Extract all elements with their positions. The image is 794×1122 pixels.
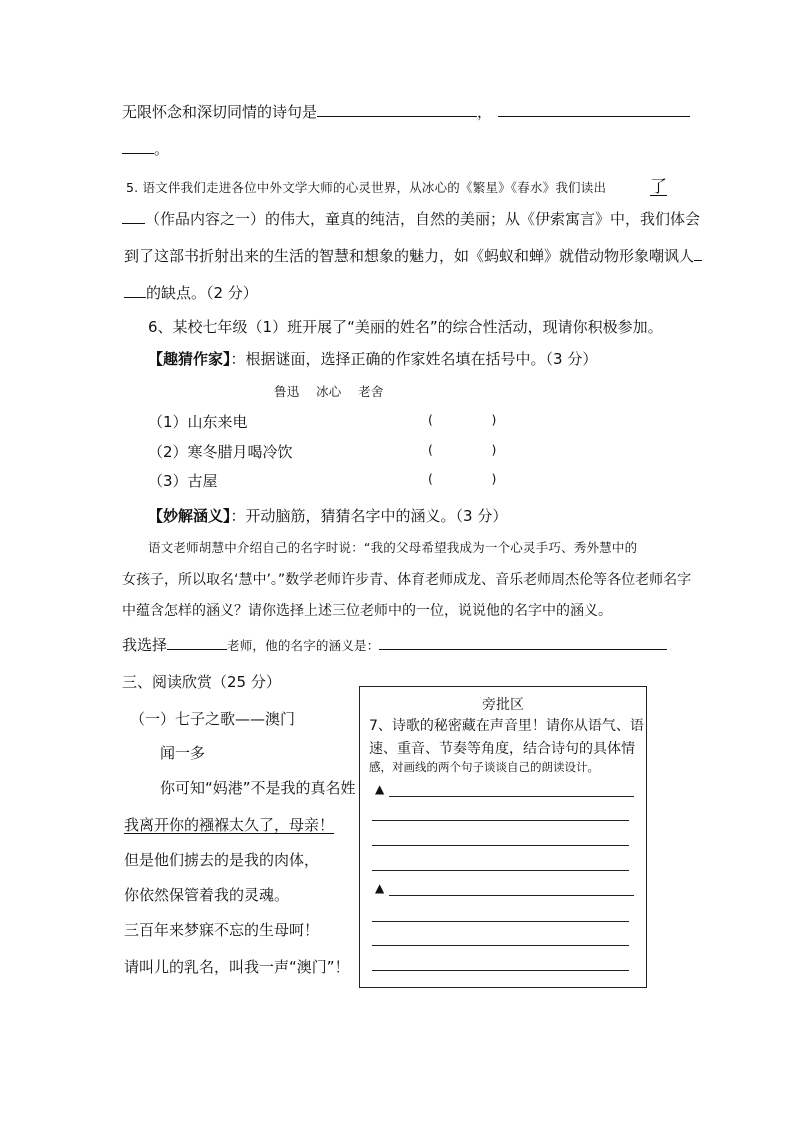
triangle-marker-1: ▲ bbox=[375, 782, 385, 796]
choose-mid: 老师，他的名字的涵义是： bbox=[227, 638, 380, 653]
answer-line[interactable] bbox=[389, 895, 634, 896]
q5-text-3: 到了这部书折射出来的生活的智慧和想象的魅力，如《蚂蚁和蝉》就借动物形象嘲讽人 bbox=[124, 247, 695, 265]
q6-guess-line bbox=[148, 348, 597, 369]
choose-prefix: 我选择 bbox=[122, 636, 168, 654]
q5-text-1-end: 了 bbox=[650, 177, 667, 197]
q5-line-4 bbox=[124, 282, 258, 303]
poem-line-5: 三百年来梦寐不忘的生母呵！ bbox=[124, 921, 320, 939]
answer-line[interactable] bbox=[372, 921, 629, 922]
q6-para-2: 女孩子，所以取名‘慧中’。”数学老师许步青、体育老师成龙、音乐老师周杰伦等各位老师名字 bbox=[122, 572, 692, 588]
q6-title: 6、某校七年级（1）班开展了“美丽的姓名”的综合性活动，现请你积极参加。 bbox=[148, 318, 663, 336]
q6-choose-line bbox=[122, 634, 667, 655]
poem-line-1: 你可知“妈港”不是我的真名姓 bbox=[160, 779, 356, 797]
q5-text-1: 5. 语文伴我们走进各位中外文学大师的心灵世界，从冰心的《繁星》《春水》我们读出 bbox=[126, 180, 607, 195]
riddle-2: （2）寒冬腊月喝冷饮 bbox=[148, 443, 293, 461]
riddle-3: （3）古屋 bbox=[148, 472, 218, 490]
answer-blank[interactable] bbox=[694, 259, 702, 261]
answer-line[interactable] bbox=[372, 945, 629, 946]
guess-heading: 【趣猜作家】 bbox=[148, 350, 231, 368]
answer-line[interactable] bbox=[372, 870, 629, 871]
riddle-1-answer[interactable]: ( ) bbox=[428, 412, 497, 427]
riddle-1: （1）山东来电 bbox=[148, 413, 248, 431]
answer-blank[interactable] bbox=[122, 152, 154, 154]
answer-line[interactable] bbox=[372, 970, 629, 971]
q7-line-2: 速、重音、节奏等角度，结合诗句的具体情 bbox=[369, 741, 635, 757]
comma: ， bbox=[477, 103, 493, 121]
q5-text-2: （作品内容之一）的伟大，童真的纯洁，自然的美丽；从《伊索寓言》中，我们体会 bbox=[145, 210, 701, 228]
answer-line[interactable] bbox=[389, 796, 634, 797]
answer-blank[interactable] bbox=[317, 115, 477, 117]
answer-blank[interactable] bbox=[167, 648, 227, 650]
meaning-heading: 【妙解涵义】 bbox=[148, 507, 231, 525]
poem-title: （一）七子之歌——澳门 bbox=[130, 710, 296, 728]
author-options: 鲁迅 冰心 老舍 bbox=[274, 384, 384, 399]
period: 。 bbox=[154, 140, 170, 158]
riddle-3-answer[interactable]: ( ) bbox=[428, 471, 497, 486]
poem-answer-line bbox=[122, 101, 690, 122]
q7-line-1: 7、诗歌的秘密藏在声音里！请你从语气、语 bbox=[369, 718, 644, 734]
section3-heading: 三、阅读欣赏（25 分） bbox=[122, 673, 281, 691]
poem-answer-prefix: 无限怀念和深切同情的诗句是 bbox=[122, 103, 318, 121]
poem-line-4: 你依然保管着我的灵魂。 bbox=[124, 886, 290, 904]
riddle-2-answer[interactable]: ( ) bbox=[428, 442, 497, 457]
q6-meaning-line bbox=[148, 505, 507, 526]
meaning-text: ：开动脑筋，猜猜名字中的涵义。（3 分） bbox=[230, 507, 508, 525]
q5-line-2 bbox=[122, 208, 700, 229]
answer-line[interactable] bbox=[372, 820, 629, 821]
q5-line-1 bbox=[126, 178, 606, 196]
poem-author: 闻一多 bbox=[160, 744, 206, 762]
poem-answer-line-2 bbox=[122, 138, 169, 159]
q6-para-3: 中蕴含怎样的涵义？请你选择上述三位老师中的一位，说说他的名字中的涵义。 bbox=[122, 603, 612, 619]
answer-blank[interactable] bbox=[122, 222, 145, 224]
q5-line-3 bbox=[124, 245, 702, 266]
q5-line-1-end bbox=[650, 172, 667, 197]
triangle-marker-2: ▲ bbox=[375, 881, 385, 895]
answer-line[interactable] bbox=[372, 845, 629, 846]
answer-blank[interactable] bbox=[124, 296, 146, 298]
q7-line-3: 感，对画线的两个句子谈谈自己的朗读设计。 bbox=[369, 760, 599, 774]
answer-blank[interactable] bbox=[379, 648, 667, 650]
poem-line-6: 请叫儿的乳名，叫我一声“澳门”！ bbox=[124, 958, 350, 976]
q5-text-4: 的缺点。（2 分） bbox=[146, 284, 258, 302]
poem-line-2-underlined: 我离开你的襁褓太久了，母亲！ bbox=[124, 816, 335, 834]
answer-blank[interactable] bbox=[498, 115, 690, 117]
q6-para-1: 语文老师胡慧中介绍自己的名字时说：“我的父母希望我成为一个心灵手巧、秀外慧中的 bbox=[148, 540, 638, 555]
guess-text: ：根据谜面，选择正确的作家姓名填在括号中。（3 分） bbox=[230, 350, 598, 368]
margin-box-title: 旁批区 bbox=[482, 697, 524, 713]
margin-annotation-box bbox=[359, 686, 647, 988]
poem-line-3: 但是他们掳去的是我的肉体， bbox=[124, 851, 320, 869]
